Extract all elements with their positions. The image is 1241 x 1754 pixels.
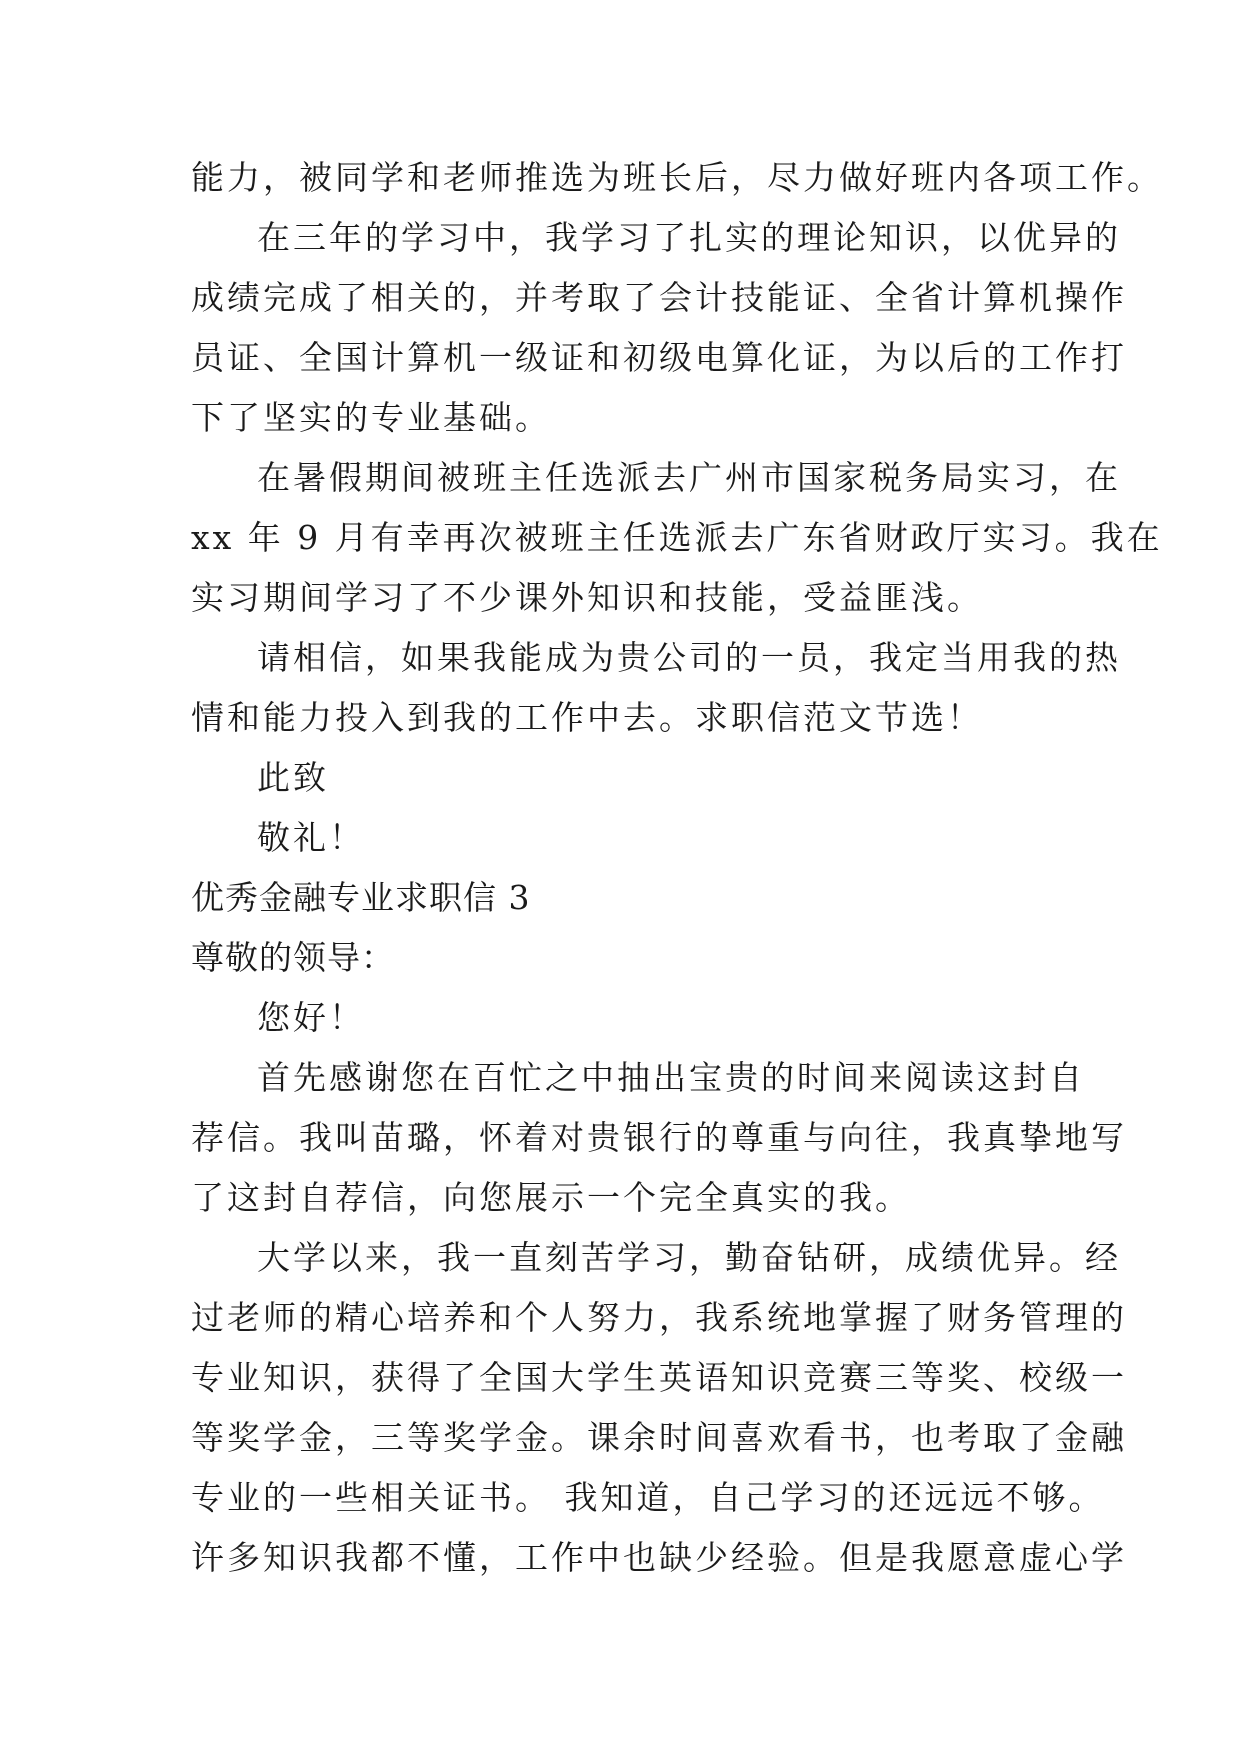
text-line: 实习期间学习了不少课外知识和技能，受益匪浅。 [191,578,983,617]
text-line: 过老师的精心培养和个人努力，我系统地掌握了财务管理的 [191,1298,1127,1337]
text-line: 在暑假期间被班主任选派去广州市国家税务局实习，在 [257,458,1121,497]
text-line: 员证、全国计算机一级证和初级电算化证，为以后的工作打 [191,338,1127,377]
text-line: 专业的一些相关证书。 我知道，自己学习的还远远不够。 [191,1478,1105,1517]
closing-line: 此致 [257,758,329,797]
text-line: 大学以来，我一直刻苦学习，勤奋钻研，成绩优异。经 [257,1238,1121,1277]
greeting: 您好！ [257,998,365,1037]
text-line: 能力，被同学和老师推选为班长后，尽力做好班内各项工作。 [191,158,1163,197]
text-line: 在三年的学习中，我学习了扎实的理论知识，以优异的 [257,218,1121,257]
text-line: 首先感谢您在百忙之中抽出宝贵的时间来阅读这封自 [257,1058,1085,1097]
text-line: 了这封自荐信，向您展示一个完全真实的我。 [191,1178,911,1217]
salutation: 尊敬的领导： [191,938,395,977]
text-line: 专业知识，获得了全国大学生英语知识竞赛三等奖、校级一 [191,1358,1127,1397]
section-title: 优秀金融专业求职信 3 [191,878,531,917]
text-line: 下了坚实的专业基础。 [191,398,551,437]
text-line: 情和能力投入到我的工作中去。求职信范文节选！ [191,698,983,737]
closing-line: 敬礼！ [257,818,365,857]
text-line: 许多知识我都不懂，工作中也缺少经验。但是我愿意虚心学 [191,1538,1127,1577]
text-line: xx 年 9 月有幸再次被班主任选派去广东省财政厅实习。我在 [191,518,1163,557]
text-line: 等奖学金，三等奖学金。课余时间喜欢看书，也考取了金融 [191,1418,1127,1457]
text-line: 成绩完成了相关的，并考取了会计技能证、全省计算机操作 [191,278,1127,317]
text-line: 请相信，如果我能成为贵公司的一员，我定当用我的热 [257,638,1121,677]
text-line: 荐信。我叫苗璐，怀着对贵银行的尊重与向往，我真挚地写 [191,1118,1127,1157]
document-page [191,148,1163,1588]
